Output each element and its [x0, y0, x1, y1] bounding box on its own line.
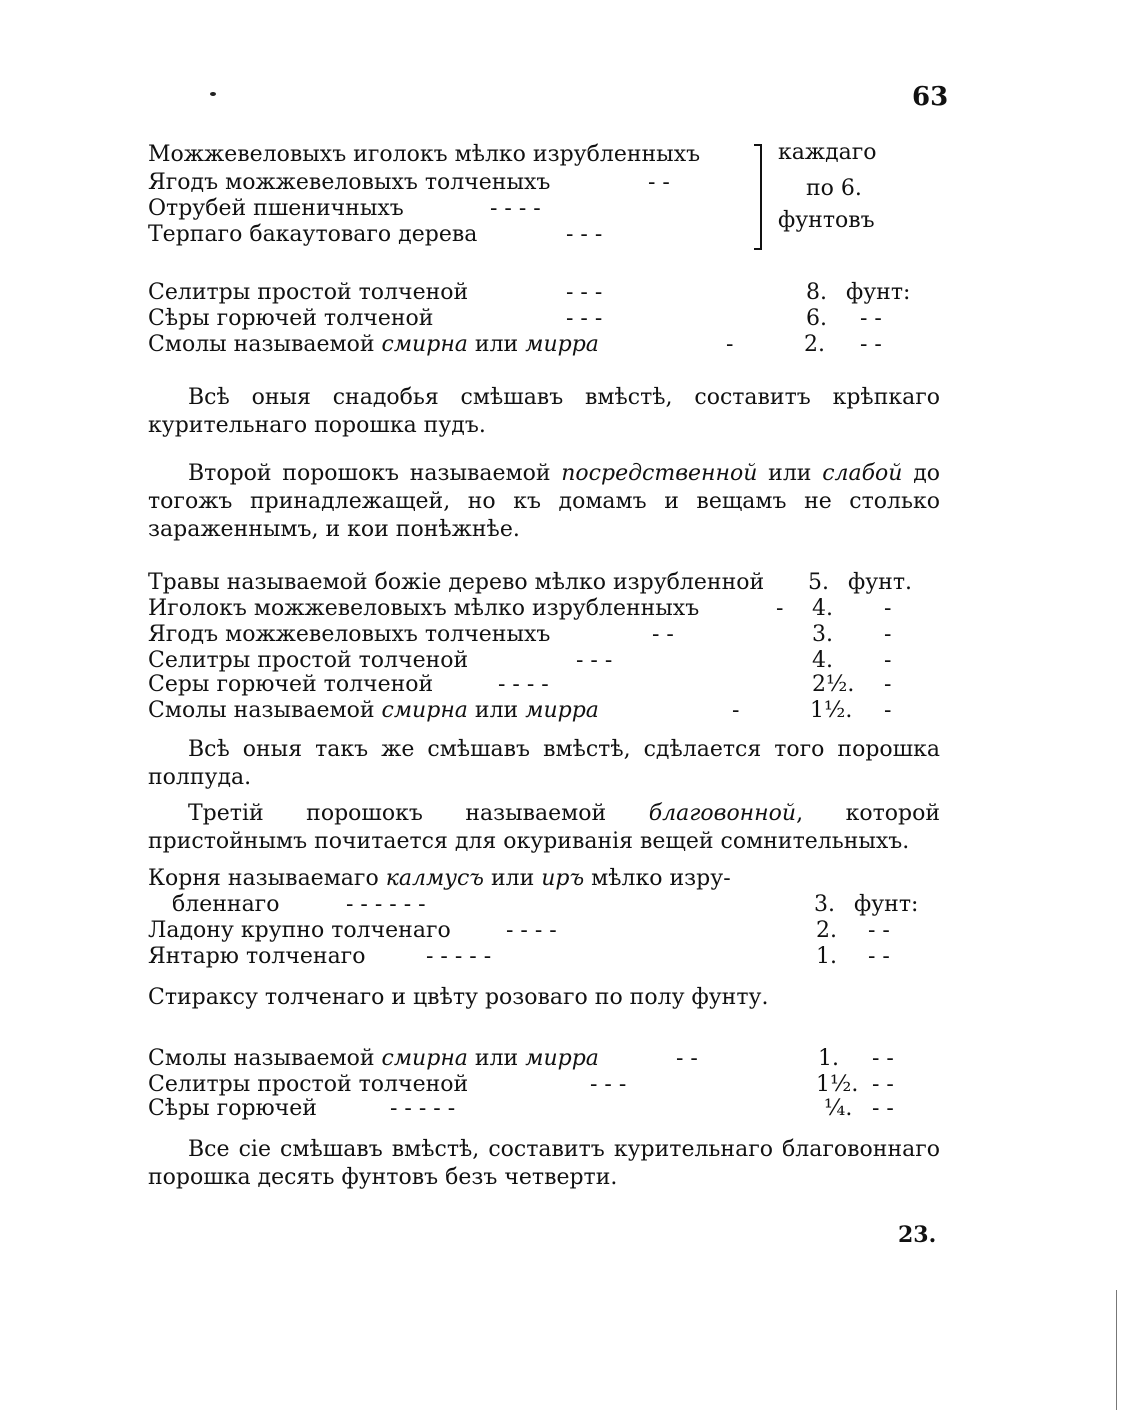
quantity: 1½.: [816, 1072, 859, 1097]
leader-dashes: - -: [652, 622, 674, 647]
brace-label: по 6.: [806, 176, 862, 201]
ingredient-name: Смолы называемой смирна или мирра: [148, 698, 599, 723]
leader-dashes: -: [776, 596, 784, 621]
quantity: 3.: [812, 622, 833, 647]
curly-brace: [760, 144, 762, 250]
unit: -: [884, 622, 892, 647]
paragraph: Всѣ оныя снадобья смѣшавъ вмѣстѣ, составитъ крѣпкаго курительнаго порошка пудъ.: [148, 385, 940, 438]
ingredient-name: Отрубей пшеничныхъ: [148, 196, 404, 221]
unit: фунт:: [854, 892, 919, 917]
ingredient-name: Ладону крупно толченаго: [148, 918, 451, 943]
ingredient-name: Корня называемаго калмусъ или иръ мѣлко изру-: [148, 866, 731, 891]
leader-dashes: - - -: [576, 648, 613, 673]
quantity: 1.: [818, 1046, 839, 1071]
quantity: 4.: [812, 596, 833, 621]
paragraph: Третій порошокъ называемой благовонной, которой пристойнымъ почитается для окуриванія вещей сомнительныхъ.: [148, 801, 941, 854]
quantity: 6.: [806, 306, 827, 331]
ingredient-name: Серы горючей толченой: [148, 672, 434, 697]
quantity: 2.: [816, 918, 837, 943]
leader-dashes: - -: [676, 1046, 698, 1071]
unit: - -: [868, 944, 890, 969]
leader-dashes: - - -: [590, 1072, 627, 1097]
leader-dashes: - - - - -: [390, 1096, 456, 1121]
quantity: ¼.: [824, 1096, 853, 1121]
unit: -: [884, 672, 892, 697]
ingredient-name: Селитры простой толченой: [148, 648, 469, 673]
paragraph: Второй порошокъ называемой посредственной или слабой до тогожъ принадлежащей, но къ домамъ и вещамъ не столько зараженнымъ, и кои понѣжнѣе.: [148, 461, 940, 542]
unit: фунт:: [846, 280, 911, 305]
scan-edge-line: [1116, 1290, 1117, 1410]
unit: -: [884, 648, 892, 673]
leader-dashes: - - - -: [506, 918, 557, 943]
unit: - -: [860, 306, 882, 331]
unit: - -: [872, 1046, 894, 1071]
ingredient-name: Ягодъ можжевеловыхъ толченыхъ: [148, 170, 551, 195]
quantity: 2½.: [812, 672, 855, 697]
ingredient-name: Смолы называемой смирна или мирра: [148, 1046, 599, 1071]
quantity: 3.: [814, 892, 835, 917]
leader-dashes: - - - -: [498, 672, 549, 697]
leader-dashes: - - - -: [490, 196, 541, 221]
page-number: 63: [912, 82, 949, 112]
brace-label: каждаго: [778, 140, 877, 165]
brace-label: фунтовъ: [778, 208, 875, 233]
ingredient-name: Сѣры горючей толченой: [148, 306, 434, 331]
leader-dashes: - - - - - -: [346, 892, 426, 917]
leader-dashes: -: [726, 332, 734, 357]
quantity: 2.: [804, 332, 825, 357]
ingredient-name: Можжевеловыхъ иголокъ мѣлко изрубленныхъ: [148, 142, 701, 167]
ingredient-name: Селитры простой толченой: [148, 1072, 469, 1097]
quantity: 1½.: [810, 698, 853, 723]
ingredient-name: Травы называемой божіе дерево мѣлко изрубленной: [148, 570, 765, 595]
ingredient-name: Селитры простой толченой: [148, 280, 469, 305]
ingredient-name: Смолы называемой смирна или мирра: [148, 332, 599, 357]
ingredient-name: Терпаго бакаутоваго дерева: [148, 222, 478, 247]
unit: - -: [872, 1096, 894, 1121]
paragraph: Все сіе смѣшавъ вмѣстѣ, составитъ курительнаго благовоннаго порошка десять фунтовъ безъ четверти.: [148, 1137, 940, 1190]
leader-dashes: -: [732, 698, 740, 723]
unit: -: [884, 596, 892, 621]
paragraph: Стираксу толченаго и цвѣту розоваго по полу фунту.: [148, 985, 769, 1010]
leader-dashes: - - - - -: [426, 944, 492, 969]
leader-dashes: - -: [648, 170, 670, 195]
ingredient-name: Иголокъ можжевеловыхъ мѣлко изрубленныхъ: [148, 596, 700, 621]
quantity: 1.: [816, 944, 837, 969]
leader-dashes: - - -: [566, 280, 603, 305]
quantity: 4.: [812, 648, 833, 673]
unit: фунт.: [848, 570, 912, 595]
leader-dashes: - - -: [566, 222, 603, 247]
paragraph: Всѣ оныя такъ же смѣшавъ вмѣстѣ, сдѣлается того порошка полпуда.: [148, 737, 940, 790]
ingredient-name: Ягодъ можжевеловыхъ толченыхъ: [148, 622, 551, 647]
quantity: 8.: [806, 280, 827, 305]
signature-mark: 23.: [898, 1222, 937, 1248]
ingredient-name: бленнаго: [172, 892, 280, 917]
ingredient-name: Янтарю толченаго: [148, 944, 366, 969]
scan-speck: [210, 92, 216, 96]
unit: - -: [860, 332, 882, 357]
unit: -: [884, 698, 892, 723]
leader-dashes: - - -: [566, 306, 603, 331]
unit: - -: [872, 1072, 894, 1097]
ingredient-name: Сѣры горючей: [148, 1096, 317, 1121]
unit: - -: [868, 918, 890, 943]
quantity: 5.: [808, 570, 829, 595]
